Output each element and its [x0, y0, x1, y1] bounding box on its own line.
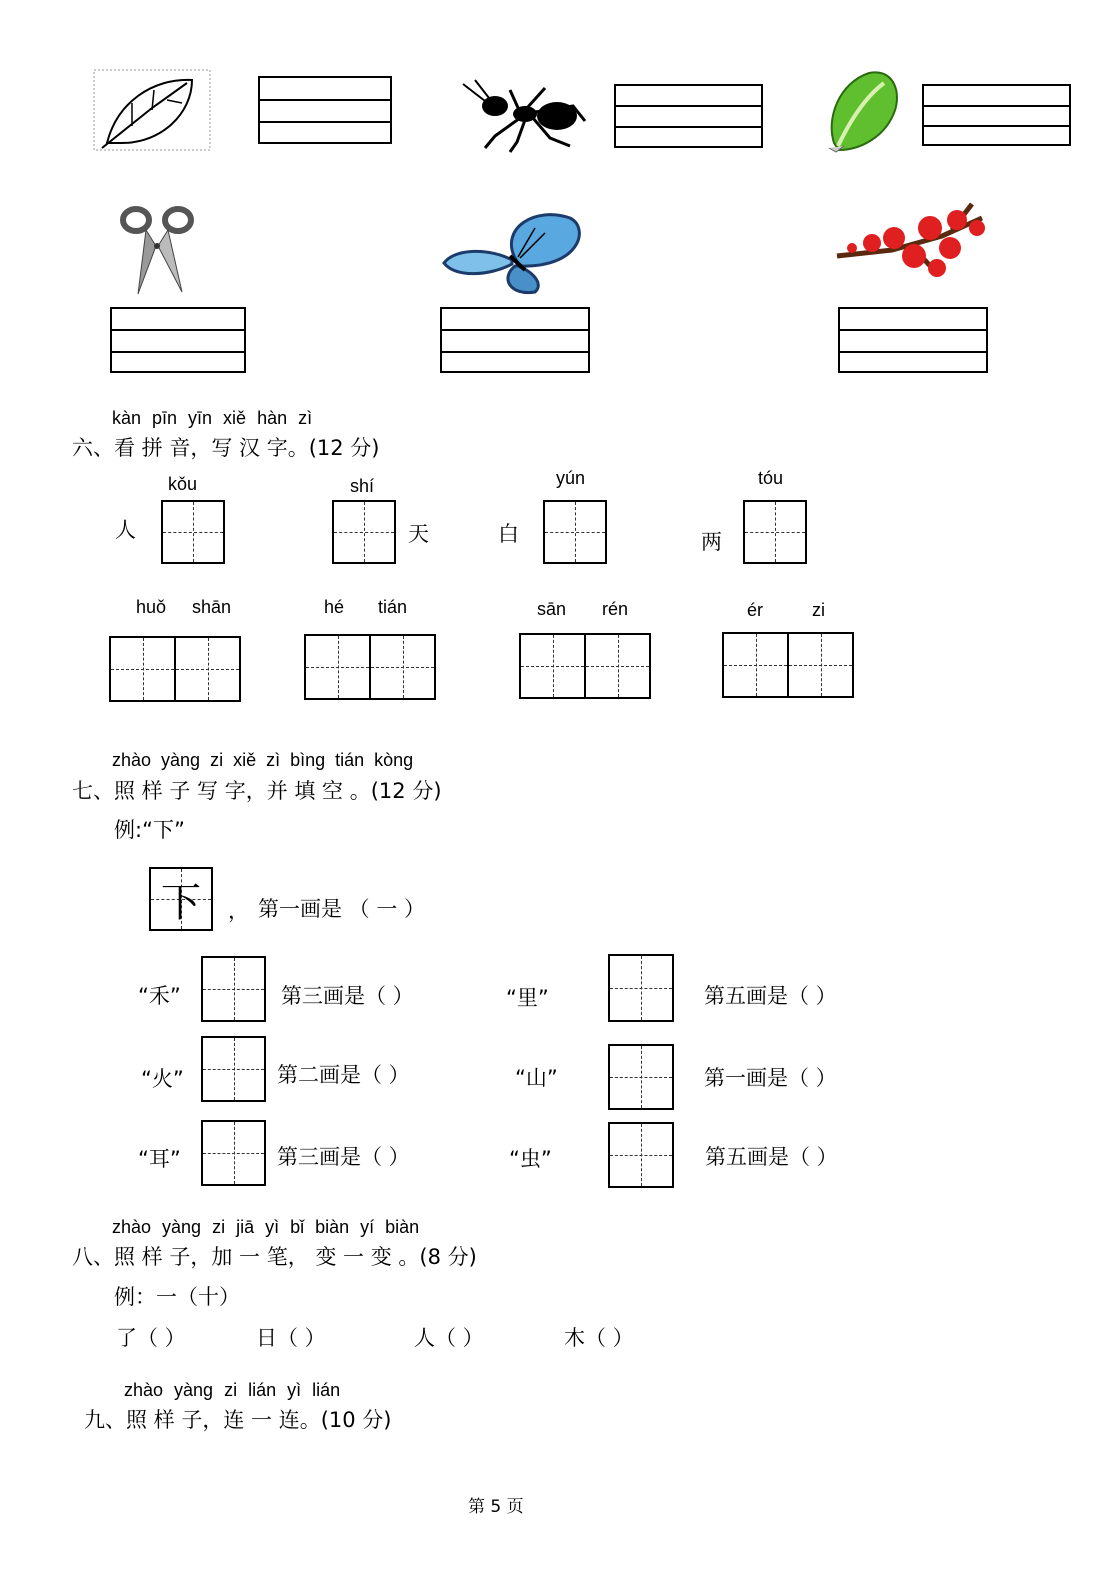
- pinyin-zi: zi: [812, 600, 825, 620]
- pinyin-ren: rén: [602, 599, 629, 619]
- tian-grid-er2[interactable]: [201, 1120, 266, 1186]
- example-grid-xia: [149, 867, 213, 931]
- answer-lines-butterfly[interactable]: [440, 307, 590, 373]
- pinyin-tian: tián: [378, 597, 408, 617]
- answer-lines-cabbage[interactable]: [922, 84, 1071, 146]
- plum-blossom-icon: [832, 198, 998, 278]
- char-liang: 两: [701, 530, 722, 554]
- example-char: 下: [161, 879, 201, 926]
- question-he[interactable]: 第三画是（ ）: [281, 984, 414, 1008]
- butterfly-icon: [440, 208, 590, 298]
- tian-grid-he2[interactable]: [201, 956, 266, 1022]
- sec8-example: 例：一（十）: [114, 1285, 240, 1309]
- char-bai: 白: [498, 522, 519, 546]
- sec7-pinyin: zhào yàng zi xiě zì bìng tián kòng: [112, 750, 414, 770]
- tian-grid-shan2[interactable]: [608, 1044, 674, 1110]
- tian-grid-he[interactable]: [304, 634, 371, 700]
- sec6-pinyin: kàn pīn yīn xiě hàn zì: [112, 408, 313, 428]
- char-shan: “山”: [515, 1066, 558, 1090]
- char-ren: 人: [115, 518, 136, 542]
- answer-lines-ant[interactable]: [614, 84, 763, 148]
- tian-grid-shi[interactable]: [332, 500, 396, 564]
- pinyin-shan: shān: [192, 597, 232, 617]
- pinyin-huo: huǒ: [136, 597, 167, 617]
- tian-grid-er[interactable]: [722, 632, 789, 698]
- tian-grid-kou[interactable]: [161, 500, 225, 564]
- tian-grid-tou[interactable]: [743, 500, 807, 564]
- pinyin-kou: kǒu: [168, 474, 198, 494]
- tian-grid-huo2[interactable]: [201, 1036, 266, 1102]
- char-huo: “火”: [141, 1067, 184, 1091]
- pinyin-yun: yún: [556, 468, 586, 488]
- question-huo[interactable]: 第二画是（ ）: [277, 1063, 410, 1087]
- answer-lines-leaf[interactable]: [258, 76, 392, 144]
- ant-icon: [455, 76, 590, 154]
- page-number: 第 5 页: [468, 1497, 524, 1517]
- char-he: “禾”: [138, 984, 181, 1008]
- tian-grid-li[interactable]: [608, 954, 674, 1022]
- question-chong[interactable]: 第五画是（ ）: [705, 1145, 838, 1169]
- example-comma: ，: [228, 899, 249, 923]
- tian-grid-tian[interactable]: [369, 634, 436, 700]
- answer-lines-scissors[interactable]: [110, 307, 246, 373]
- pinyin-he: hé: [324, 597, 345, 617]
- sec9-pinyin: zhào yàng zi lián yì lián: [124, 1380, 341, 1400]
- question-li[interactable]: 第五画是（ ）: [704, 984, 837, 1008]
- tian-grid-shan[interactable]: [174, 636, 241, 702]
- sec8-item-le[interactable]: 了（ ）: [116, 1326, 186, 1350]
- sec8-item-ri[interactable]: 日（ ）: [256, 1326, 326, 1350]
- sec8-pinyin: zhào yàng zi jiā yì bǐ biàn yí biàn: [112, 1217, 420, 1237]
- sec7-title: 七、照 样 子 写 字，并 填 空 。(12 分): [72, 779, 442, 803]
- tian-grid-ren[interactable]: [584, 633, 651, 699]
- sec8-item-ren[interactable]: 人（ ）: [414, 1326, 484, 1350]
- pinyin-tou: tóu: [758, 468, 784, 488]
- pinyin-san: sān: [537, 599, 567, 619]
- leaf-icon: [92, 68, 212, 152]
- tian-grid-chong[interactable]: [608, 1122, 674, 1188]
- cabbage-icon: [824, 68, 904, 154]
- example-answer: 第一画是 （ 一 ）: [258, 897, 426, 921]
- char-li: “里”: [506, 986, 549, 1010]
- pinyin-shi: shí: [350, 476, 375, 496]
- scissors-icon: [116, 202, 201, 298]
- tian-grid-zi[interactable]: [787, 632, 854, 698]
- sec7-example-label: 例:“下”: [114, 818, 185, 842]
- answer-lines-plum[interactable]: [838, 307, 988, 373]
- sec8-item-mu[interactable]: 木（ ）: [564, 1326, 634, 1350]
- pinyin-er: ér: [747, 600, 764, 620]
- char-er: “耳”: [138, 1147, 181, 1171]
- char-tian: 天: [408, 522, 429, 546]
- sec8-title: 八、照 样 子，加 一 笔， 变 一 变 。(8 分): [72, 1245, 477, 1269]
- tian-grid-san[interactable]: [519, 633, 586, 699]
- question-er[interactable]: 第三画是（ ）: [277, 1145, 410, 1169]
- sec9-title: 九、照 样 子，连 一 连。(10 分): [84, 1408, 392, 1432]
- tian-grid-yun[interactable]: [543, 500, 607, 564]
- question-shan[interactable]: 第一画是（ ）: [704, 1066, 837, 1090]
- sec6-title: 六、看 拼 音，写 汉 字。(12 分): [72, 436, 380, 460]
- char-chong: “虫”: [509, 1147, 552, 1171]
- tian-grid-huo[interactable]: [109, 636, 176, 702]
